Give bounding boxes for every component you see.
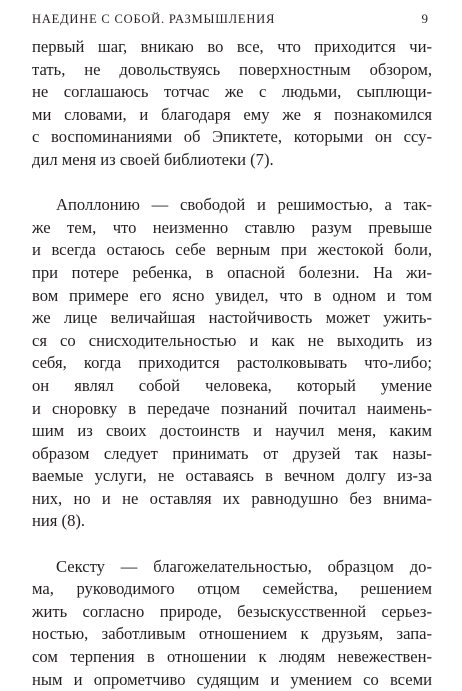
text-line: он являл собой человека, который умение [32, 375, 432, 395]
text-line: ностью, заботливым отношением к друзьям, запа- [32, 624, 432, 644]
text-line: вом примере его ясно увидел, что в одном и том [32, 285, 432, 305]
text-line: с воспоминаниями об Эпиктете, которыми он ссу- [32, 127, 432, 147]
text-line: себя, когда приходится растолковывать что-либо; [32, 353, 432, 373]
text-line: ния (8). [32, 511, 86, 531]
body-text [32, 36, 432, 691]
text-line: жить согласно природе, безыскусственной серьез- [32, 601, 432, 621]
text-line: шим из своих достоинств и научил меня, каким [32, 421, 432, 441]
paragraph [32, 36, 432, 172]
text-line: и сноровку в передаче познаний почитал наимень- [32, 398, 432, 418]
text-line: ваемые услуги, не оставаясь в вечном долгу из-за [32, 466, 432, 486]
page-number: 9 [421, 11, 428, 26]
text-line: и всегда остаюсь себе верным при жестокой боли, [32, 240, 432, 260]
text-line: них, но и не оставляя их равнодушно без внима- [32, 488, 432, 508]
text-line: первый шаг, вникаю во все, что приходится чи- [32, 37, 432, 56]
text-line: Аполлонию — свободой и решимостью, а так- [56, 195, 432, 215]
text-line: ным и опрометчиво судящим и умением со всеми [32, 669, 432, 689]
paragraph [32, 194, 432, 533]
text-line: дил меня из своей библиотеки (7). [32, 149, 274, 169]
text-line: ся со снисходительностью и как не выходить из [32, 330, 432, 350]
running-head-title: НАЕДИНЕ С СОБОЙ. РАЗМЫШЛЕНИЯ [32, 12, 276, 26]
text-line: сом терпения в отношении к людям невежествен- [32, 647, 432, 667]
text-line: тать, не довольствуясь поверхностным обзором, [32, 59, 432, 79]
text-line: при потере ребенка, в опасной болезни. На жи- [32, 262, 432, 282]
text-line: ма, руководимого отцом семейства, решением [32, 579, 432, 599]
text-line: не соглашаюсь тотчас же с людьми, сыплющи- [32, 82, 432, 102]
paragraph [32, 556, 432, 691]
text-line: образом следует принимать от друзей так назы- [32, 443, 432, 463]
text-line: ми словами, и благодаря ему же я познакомился [32, 104, 432, 124]
text-line: Сексту — благожелательностью, образцом до- [56, 556, 432, 576]
text-line: же тем, что неизменно ставлю разум превыше [32, 217, 432, 237]
text-line: же лице величайшая настойчивость может ужить- [32, 308, 432, 328]
